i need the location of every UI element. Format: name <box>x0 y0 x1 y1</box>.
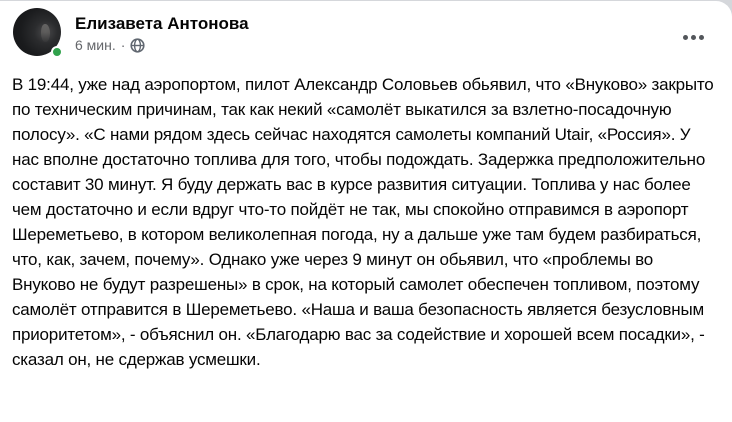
avatar[interactable] <box>13 8 61 56</box>
post-meta <box>75 37 249 53</box>
timestamp[interactable]: 6 мин. <box>75 37 116 53</box>
header-text <box>75 8 249 53</box>
avatar-photo <box>41 24 50 42</box>
post-card <box>0 1 732 422</box>
post-text: В 19:44, уже над аэропортом, пилот Александр Соловьев обьявил, что «Внуково» закрыто по техническим причинам, так как некий «самолёт выкатился за взлетно-посадочную полосу». «С нами рядом здесь сейчас находятся самолеты компаний Utair, «Россия». У нас вполне достаточно топлива для того, чтобы подождать. Задержка предположительно составит 30 минут. Я буду держать вас в курсе развития ситуации. Топлива у нас более чем достаточно и если вдруг что-то пойдёт не так, мы спокойно отправимся в аэропорт Шереметьево, в котором великолепная погода, ну а дальше уже там будем разбираться, что, как, зачем, почему». Однако уже через 9 минут он обьявил, что «проблемы во Внуково не будут разрешены» в срок, на который самолет обеспечен топливом, поэтому самолёт отправится в Шереметьево. «Наша и ваша безопасность является безусловным приоритетом», - объяснил он. «Благодарю вас за содействие и хорошей всем посадки», - сказал он, не сдержав усмешки. <box>12 75 719 369</box>
post-header <box>0 1 732 56</box>
ellipsis-icon <box>683 35 688 40</box>
post-menu-button[interactable] <box>681 29 706 46</box>
author-name[interactable]: Елизавета Антонова <box>75 14 249 33</box>
online-status-dot <box>51 46 63 58</box>
globe-icon <box>130 38 145 53</box>
meta-separator: · <box>120 37 126 53</box>
